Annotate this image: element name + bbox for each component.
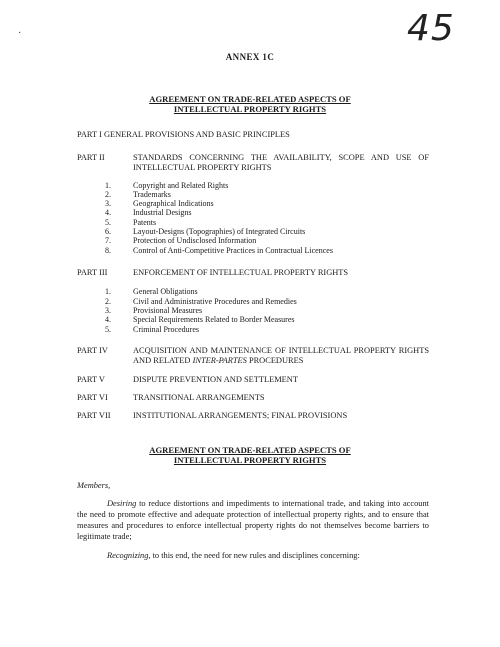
agreement-title — [0, 445, 500, 465]
part-3-item: General Obligations — [133, 287, 198, 296]
part-4-text-main: ACQUISITION AND MAINTENANCE OF INTELLECTUAL PROPERTY RIGHTS AND RELATED — [133, 346, 429, 365]
part-4-text-end: PROCEDURES — [246, 356, 304, 365]
desiring-lead: Desiring — [107, 499, 137, 508]
part-2-item: Copyright and Related Rights — [133, 181, 229, 190]
agreement-title-line-2: INTELLECTUAL PROPERTY RIGHTS — [173, 455, 327, 465]
part-2-label: PART II — [77, 153, 105, 162]
part-3-item-number: 2. — [105, 297, 111, 306]
part-2-item-number: 3. — [105, 199, 111, 208]
part-7-text: INSTITUTIONAL ARRANGEMENTS; FINAL PROVISIONS — [133, 411, 348, 420]
recognizing-lead: Recognizing — [107, 551, 149, 560]
part-3-item: Provisional Measures — [133, 306, 203, 315]
part-2-item: Trademarks — [133, 190, 171, 199]
part-7-label: PART VII — [77, 411, 111, 420]
part-3-item-number: 1. — [105, 287, 111, 296]
part-2-item-number: 5. — [105, 218, 111, 227]
agreement-title-line-1: AGREEMENT ON TRADE-RELATED ASPECTS OF — [149, 445, 351, 455]
desiring-rest: to reduce distortions and impediments to international trade, and taking into account the need to promote effective and adequate protection of intellectual property rights, and to ensure that measures and procedures to enforce intellectual property rights do not themselves become barriers to legitimate trade; — [77, 499, 429, 541]
part-4-text-italic: INTER-PARTES — [192, 356, 247, 365]
part-2-item: Layout-Designs (Topographies) of Integrated Circuits — [133, 227, 306, 236]
part-4-text — [133, 346, 429, 366]
part-6-label: PART VI — [77, 393, 108, 402]
members-text: Members, — [77, 481, 111, 490]
part-3-text: ENFORCEMENT OF INTELLECTUAL PROPERTY RIGHTS — [133, 268, 349, 277]
part-1-heading: PART I GENERAL PROVISIONS AND BASIC PRINCIPLES — [77, 130, 290, 139]
part-3-item: Special Requirements Related to Border Measures — [133, 315, 295, 324]
part-2-item-number: 6. — [105, 227, 111, 236]
recognizing-paragraph — [77, 550, 429, 561]
title-line-2: INTELLECTUAL PROPERTY RIGHTS — [173, 104, 327, 114]
part-3-item: Criminal Procedures — [133, 325, 199, 334]
part-2-item-number: 1. — [105, 181, 111, 190]
title-line-1: AGREEMENT ON TRADE-RELATED ASPECTS OF — [149, 94, 351, 104]
part-2-item: Industrial Designs — [133, 208, 192, 217]
desiring-paragraph — [77, 498, 429, 542]
part-4-label: PART IV — [77, 346, 108, 355]
annex-heading: ANNEX 1C — [225, 52, 275, 62]
part-2-item: Protection of Undisclosed Information — [133, 236, 257, 245]
part-6-text: TRANSITIONAL ARRANGEMENTS — [133, 393, 265, 402]
part-2-text: STANDARDS CONCERNING THE AVAILABILITY, SCOPE AND USE OF INTELLECTUAL PROPERTY RIGHTS — [133, 153, 429, 172]
handwritten-page-number: 45 — [407, 8, 455, 49]
part-3-item: Civil and Administrative Procedures and Remedies — [133, 297, 297, 306]
document-title — [0, 94, 500, 114]
part-2-item: Patents — [133, 218, 157, 227]
part-3-item-number: 4. — [105, 315, 111, 324]
part-2-item-number: 8. — [105, 246, 111, 255]
part-5-text: DISPUTE PREVENTION AND SETTLEMENT — [133, 375, 298, 384]
part-3-item-number: 3. — [105, 306, 111, 315]
part-2-item: Control of Anti-Competitive Practices in Contractual Licences — [133, 246, 333, 255]
members-heading — [77, 481, 110, 491]
part-2-item-number: 2. — [105, 190, 111, 199]
part-2-item-number: 7. — [105, 236, 111, 245]
part-3-label: PART III — [77, 268, 108, 277]
part-5-label: PART V — [77, 375, 105, 384]
part-3-item-number: 5. — [105, 325, 111, 334]
part-2-item: Geographical Indications — [133, 199, 214, 208]
corner-mark: · — [18, 28, 22, 39]
part-2-item-number: 4. — [105, 208, 111, 217]
recognizing-rest: , to this end, the need for new rules and disciplines concerning: — [148, 551, 360, 560]
